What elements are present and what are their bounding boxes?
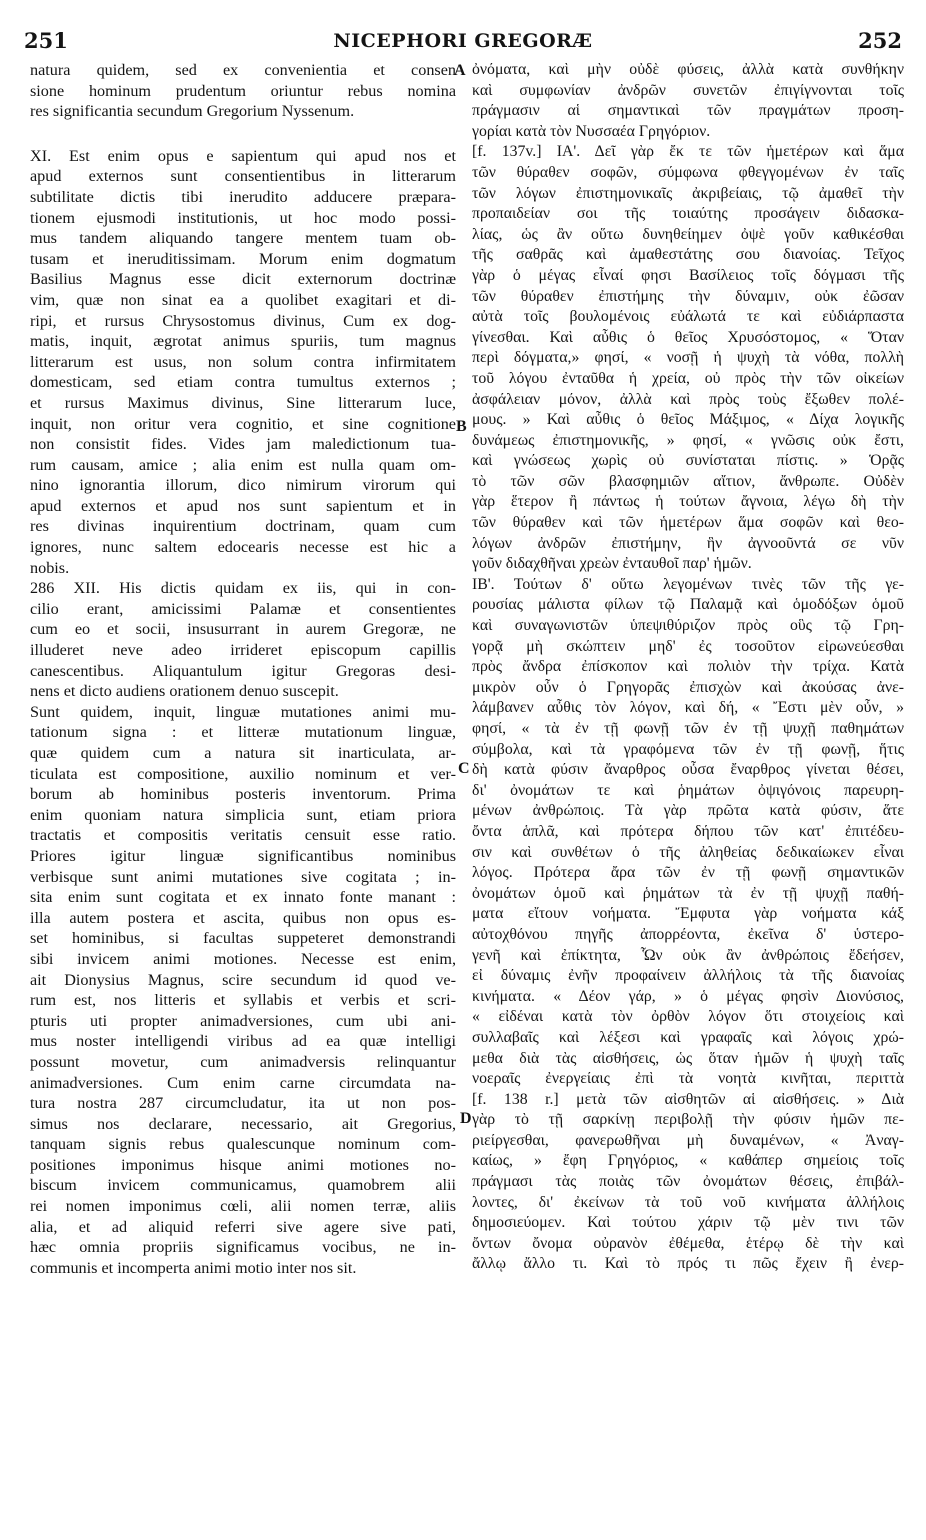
greek-line: δὴ κατὰ φύσιν ἄναρθρος οὖσα ἔναρθρος γίνεται θέσει, (472, 761, 904, 779)
greek-line: μους. » Καὶ αὖθις ὁ θεῖος Μάξιμος, « Δίχα λογικῆς (472, 411, 904, 429)
latin-line: nobis. (30, 558, 70, 577)
latin-line: XI. Est enim opus e sapientum qui apud nos et (30, 146, 456, 165)
greek-line: γίνεσθαι. Καὶ αὖθις ὁ θεῖος Χρυσόστομος, « Ὅταν (472, 328, 904, 346)
greek-line: δημοσιεύομεν. Καὶ τούτου χάριν τῷ μὲν τινι τῶν (472, 1214, 904, 1232)
latin-line: possunt movetur, cum animadversis relinquantur (30, 1052, 456, 1071)
latin-line: res divinas inquirentium doctrinam, quam cum (30, 517, 456, 536)
latin-line: animadversiones. Cum enim carne circumdata na- (30, 1073, 456, 1092)
running-head: NICEPHORI GREGORÆ (333, 30, 593, 52)
latin-line: rum est, nos litteris et syllabis et verbis et scri- (30, 991, 456, 1010)
greek-line: φησί, « τὰ ἐν τῇ φωνῇ τῶν ἐν τῇ ψυχῇ παθημάτων (472, 720, 904, 737)
greek-line: τῆς σαθρᾶς καὶ ἀμαθεστάτης σου διανοίας. Τεῖχος (472, 246, 904, 264)
latin-line: enim quoniam natura simplicia sunt, etiam priora (30, 805, 456, 824)
margin-letter-c: C (458, 760, 470, 777)
page-header (24, 22, 902, 52)
greek-line: τῶν θύραθεν ἐπιστήμης τὴν δύναμιν, οὐκ ἐῶσαν (472, 287, 904, 305)
latin-line: apud externos et apud nos sunt sapientum et in (30, 496, 456, 515)
greek-line: πράγμασιν αἱ σημαντικαὶ τῶν πραγμάτων προση- (472, 102, 904, 120)
latin-line: biscum invicem communicamus, quamobrem alii (30, 1176, 456, 1195)
latin-line: alia, et ad aliquid referri sive agere sive pati, (30, 1217, 456, 1236)
greek-line: ἀσφάλειαν μόνον, ἀλλὰ καὶ πρὸς τοὺς ἔξωθεν πολέ- (472, 390, 904, 408)
latin-line: set hominibus, si facultas suppeteret demonstrandi (30, 929, 456, 948)
greek-line: κινήματα. « Δέον γάρ, » ὁ μέγας φησὶν Διονύσιος, (472, 987, 904, 1005)
greek-line: ὄντα ἁπλᾶ, καὶ πρότερα δήπου τῶν κατ' ἐπιτέδευ- (472, 822, 904, 840)
latin-line: non consistit fides. Vides jam maledictionum tua- (30, 435, 456, 454)
greek-line: τῶν θύραθεν σοφῶν, σύμφωνα φθεγγομένων ἐν ταῖς (472, 163, 904, 181)
greek-line: γορίαι κατὰ τὸν Νυσσαέα Γρηγόριον. (472, 122, 711, 140)
greek-line: λοντες, δι' ἐκείνων τὰ τοῦ νοῦ κινήματα ἀλλήλοις (472, 1193, 904, 1211)
greek-line: λόγος. Πρότερα ἄρα τῶν ἐν τῇ φωνῇ σημαντικῶν (472, 864, 904, 882)
left-page-number: 251 (24, 28, 68, 53)
latin-line: tractatis et compositis veritatis censuit esse ratio. (30, 826, 456, 845)
latin-line: Priores igitur linguæ significantibus nominibus (30, 846, 456, 865)
greek-line: τοῦ λόγου ἐνταῦθα ἡ χρεία, οὐ πρὸς τὴν τῶν οἰκείων (472, 369, 904, 387)
greek-line: γοῦν διδαχθῆναι χρεὼν ἐνταυθοῖ παρ' ἡμῶν. (472, 555, 752, 573)
greek-line: καὶ συμφωνίαν ἀνδρῶν συνετῶν ἐπιγίγνονται τοῖς (472, 81, 904, 99)
latin-line: cilio erant, amicissimi Palamæ et consentientes (30, 599, 456, 618)
latin-line: tusam et ineruditissimam. Morum enim dogmatum (30, 249, 456, 268)
margin-letter-d: D (460, 1110, 472, 1127)
greek-line: λίας, ὡς ἂν οὕτω δυνηθείημεν ὀψὲ γοῦν καθικέσθαι (472, 225, 904, 243)
greek-line: σύμβολα, καὶ τὰ γραφόμενα τῶν ἐν τῇ φωνῇ, ἥτις (472, 740, 904, 758)
latin-line: tura nostra 287 circumcludatur, ita ut non pos- (30, 1094, 456, 1113)
latin-line: pturis uti propter animadversiones, cum ubi ani- (30, 1011, 456, 1030)
greek-line: « εἰδέναι κατὰ τὸν ὀρθὸν λόγον ὅτι στοιχείοις καὶ (472, 1008, 904, 1026)
greek-line: μικρὸν οὖν ὁ Γρηγορᾶς ἐπισχὼν καὶ ἀκούσας ἀνε- (472, 678, 904, 696)
latin-line: ticulata est compositione, auxilio nominum et ver- (30, 764, 456, 783)
greek-line: ματα εἴτουν νοήματα. Ἔμφυτα γὰρ νοήματα κάξ (472, 905, 904, 923)
greek-line: δυνάμεως ἐπιστημονικῆς, » φησί, « γνῶσις οὐκ ἔστι, (472, 431, 904, 449)
greek-line: εἰ δύναμις ἐνῆν προφαίνειν ἀλλήλοις τὰ τῆς διανοίας (472, 967, 904, 985)
greek-line: ρουσίας μάλιστα φίλων τῷ Παλαμᾷ καὶ ὁμοδόξων ὁμοῦ (472, 596, 904, 614)
latin-line: Sunt quidem, inquit, linguæ mutationes animi mu- (30, 702, 456, 721)
greek-line: ὄντων ὄνομα οὐρανὸν ἐθέμεθα, ἑτέρῳ δὲ τὴν καὶ (472, 1234, 904, 1252)
greek-line: καὶ συναγωνιστῶν ὑπεψιθύριζον πρὸς οὓς τῷ Γρη- (472, 617, 904, 635)
greek-line: ἄλλῳ ἄλλο τι. Καὶ τὸ πρός τι πῶς ἔχειν ἢ ἐνερ- (472, 1255, 904, 1273)
greek-line: νοεραῖς ἐνεργείαις ἐπὶ τὰ νοητὰ κινῆται, περιττὰ (472, 1070, 904, 1088)
greek-line: [f. 138 r.] μετὰ τῶν αἰσθητῶν αἱ αἰσθήσεις. » Διὰ (472, 1090, 904, 1108)
latin-line: illa autem postera et ascita, quibus non opus es- (30, 908, 456, 927)
latin-line: ait Dionysius Magnus, scire secundum id quod ve- (30, 970, 456, 989)
latin-line: 286 XII. His dictis quidam ex iis, qui in con- (30, 579, 456, 598)
latin-line: vim, quæ non sinat ea a quolibet exagitari et di- (30, 290, 456, 309)
greek-column (472, 60, 904, 1275)
greek-line: πρὸς ἄνδρα ἐπίσκοπον καὶ πολιὸν τὴν τρίχα. Κατὰ (472, 658, 904, 676)
latin-line: res significantia secundum Gregorium Nyssenum. (30, 102, 355, 121)
greek-line: γὰρ τὸ τῇ σαρκίνῃ περιβολῇ τὴν φύσιν ἡμῶν πε- (472, 1111, 904, 1129)
greek-line: ΙΒ'. Τούτων δ' οὕτω λεγομένων τινὲς τῶν τῆς γε- (472, 575, 904, 593)
latin-line: hæc omnia propriis significamus vocibus, ne in- (30, 1238, 456, 1257)
greek-line: αὐτοχθόνου πηγῆς ἀπορρέοντα, ἐκεῖνα δ' ὑστερο- (472, 925, 904, 943)
latin-line: rum causam, amice ; alia enim est nulla quam om- (30, 455, 456, 474)
latin-line: cum eo et socii, insusurrant in aurem Gregoræ, ne (30, 620, 456, 639)
latin-line: ignores, nunc saltem edocearis necesse est hic a (30, 538, 456, 557)
greek-line: τὸ τῶν σῶν βλασφημιῶν αἴτιον, ἄνθρωπε. Οὐδὲν (472, 472, 904, 490)
latin-line (30, 122, 456, 146)
greek-line: πράγμασι τὰς ποιὰς τῶν ὀνομάτων θέσεις, ἐπιβάλ- (472, 1173, 904, 1191)
latin-line: matis, inquit, ægrotat animus spuriis, tum magnus (30, 332, 456, 351)
greek-line: τῶν λόγων ἐπιστημονικαῖς ἀκριβείαις, τῷ ἀμαθεῖ τὴν (472, 184, 904, 202)
greek-line: ὀνόματα, καὶ μὴν οὐδὲ φύσεις, ἀλλὰ κατὰ συνθήκην (472, 61, 904, 78)
greek-line: [f. 137v.] ΙΑ'. Δεῖ γὰρ ἔκ τε τῶν ἡμετέρων καὶ ἅμα (472, 143, 904, 161)
latin-line: subtilitate dictis tibi inerudito adducere præpara- (30, 187, 456, 206)
greek-line: καίως, » ἔφη Γρηγόριος, « καθάπερ σημείοις τοῖς (472, 1152, 904, 1170)
latin-line: tationum signa : et litteræ mutationum linguæ, (30, 723, 456, 742)
greek-line: λόγων ἀνδρῶν ἐπιστήμην, ἣν ἀγνοοῦντά σε νῦν (472, 534, 904, 552)
greek-line: γὰρ ὁ μέγας εἶναί φησι Βασίλειος τοῖς δόγμασι τῆς (472, 266, 904, 284)
latin-line: verbisque sunt animi mutationes sive cogitata ; in- (30, 867, 456, 886)
greek-line: μένων ἀνθρώποις. Τὰ γὰρ πρῶτα κατὰ φύσιν, ἅτε (472, 802, 904, 820)
latin-line: simus nos declarare, necessario, ait Gregorius, (30, 1114, 456, 1133)
latin-line: ripi, et rursus Chrysostomus divinus, Cum ex dog- (30, 311, 456, 330)
greek-line: γενῆ καὶ ἐπίκτητα, Ὧν οὐκ ἂν ἀνθρώποις ἔδεήσεν, (472, 946, 904, 964)
latin-line: mus tandem aliquando tangere mentem tuam ob- (30, 229, 456, 248)
greek-line: μεθα διὰ τὰς αἰσθήσεις, ὡς ὅταν ἡμῶν ἡ ψυχὴ ταῖς (472, 1049, 904, 1067)
right-page-number: 252 (858, 28, 902, 53)
greek-line: προπαιδείαν σοι τῆς τοιαύτης προσάγειν διδασκα- (472, 205, 904, 223)
margin-letter-b: B (456, 418, 467, 435)
latin-line: mus noster intelligendi viribus ad ea quæ intelligi (30, 1032, 456, 1051)
latin-line: tionem ejusmodi institutionis, ut hoc modo possi- (30, 208, 456, 227)
latin-line: sita enim sunt cogitata et ex innato fonte manant : (30, 888, 456, 907)
latin-line: sione hominum prudentum oriuntur rebus nomina (30, 81, 456, 100)
greek-line: καὶ γνώσεως χωρὶς οὐ συνίσταται πίστις. » Ὁρᾷς (472, 452, 904, 470)
greek-line: δι' ὀνομάτων τε καὶ ῥημάτων ὀψιγόνοις παρευρη- (472, 781, 904, 799)
greek-line: λάμβανεν αὖθις τὸν λόγον, καὶ δή, « Ἔστι μὲν οὖν, » (472, 699, 904, 717)
latin-line: illuderet neve adeo irrideret episcopum capillis (30, 641, 456, 660)
latin-line: canescentibus. Aliquantulum igitur Gregoras desi- (30, 661, 456, 680)
latin-column (30, 60, 456, 1278)
greek-line: συλλαβαῖς καὶ λέξεσι καὶ γραφαῖς καὶ λόγοις χρώ- (472, 1028, 904, 1046)
greek-line: περὶ δόγματα,» φησί, « νοσῇ ἡ ψυχὴ τὰ νόθα, πολλὴ (472, 349, 904, 367)
latin-line: nens et dicto audiens orationem denuo suscepit. (30, 682, 339, 701)
latin-line: apud externos sunt consentientibus in litterarum (30, 167, 456, 186)
latin-line: nino ignorantia illorum, dico nimirum virorum qui (30, 476, 456, 495)
latin-line: Basilius Magnus esse dicit externorum doctrinæ (30, 270, 456, 289)
greek-line: αὐτὰ τοῖς βουλομένοις εὐάλωτά τε καὶ εὐδιάρπαστα (472, 308, 904, 326)
latin-line: quæ quidem cum a natura sit inarticulata, ar- (30, 744, 456, 762)
latin-line: inquit, non oritur vera cognitio, et sine cognitione (30, 414, 456, 433)
latin-line: borum ab hominibus posteris inventorum. Prima (30, 785, 456, 804)
latin-line: sibi invicem animi motiones. Necesse est enim, (30, 949, 456, 968)
greek-line: γορᾷ μὴ σκώπτειν μηδ' ἐς τοσοῦτον εἰρωνεύεσθαι (472, 637, 904, 655)
greek-line: ριείργεσθαι, φανερωθῆναι μὴ δυναμένων, « Ἀναγ- (472, 1131, 904, 1149)
latin-line: et rursus Maximus divinus, Sine litterarum luce, (30, 393, 456, 412)
latin-line: communis et incomperta animi motio inter nos sit. (30, 1258, 357, 1277)
latin-line: rei nomen imponimus cœli, alii nomen terræ, aliis (30, 1197, 456, 1216)
margin-letter-a: A (454, 62, 466, 79)
latin-line: domesticam, sed etiam contra tumultus externos ; (30, 373, 456, 392)
latin-line: natura quidem, sed ex convenientia et consen (30, 61, 456, 79)
latin-line: positiones imponimus hisque animi motiones no- (30, 1155, 456, 1174)
greek-line: τῶν θύραθεν καὶ τῶν ἡμετέρων ἅμα σοφῶν καὶ θεο- (472, 514, 904, 532)
latin-line: litterarum est usus, non solum contra infirmitatem (30, 352, 456, 371)
latin-line: tanquam signis rebus qualescunque nominum com- (30, 1135, 456, 1154)
greek-line: γὰρ ἕτερον ἢ πάντως ἡ τούτων ἄγνοια, λέγω δὴ τὴν (472, 493, 904, 511)
greek-line: σιν καὶ συνθέτων ὁ τῆς ἀληθείας δεδικαίωκεν εἶναι (472, 843, 904, 861)
greek-line: ὀνομάτων ὁμοῦ καὶ ῥημάτων τὰ ἐν τῇ ψυχῇ παθή- (472, 884, 904, 902)
